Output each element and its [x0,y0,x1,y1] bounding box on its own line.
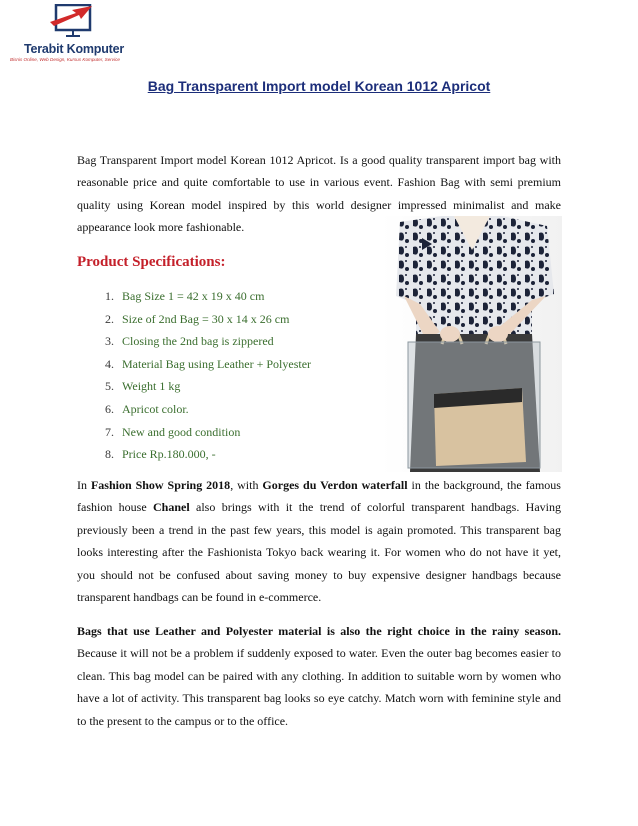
specifications-list [77,289,311,470]
material-paragraph [77,620,561,732]
logo-name: Terabit Komputer [24,42,125,56]
list-item-text: Size of 2nd Bag = 30 x 14 x 26 cm [122,311,290,326]
list-item-text: Apricot color. [122,401,189,416]
list-number: 3. [105,334,114,349]
list-item [77,312,311,335]
list-number: 5. [105,379,114,394]
material-rest-text: Because it will not be a problem if suddenly exposed to water. Even the outer bag becomes easier to clean. This bag model can be paired with any clothing. In addition to suitable worn by women who have a lot of activity. This transparent bag looks so eye catchy. Match worn with feminine style and to the present to the campus or to the office. [77,646,561,728]
list-number: 4. [105,356,114,371]
list-item [77,357,311,380]
list-item-text: Weight 1 kg [122,379,181,394]
fashion-show-bold: Fashion Show Spring 2018 [90,478,231,492]
list-number: 1. [105,289,114,303]
list-item [77,402,311,425]
para2-text-2: , with [230,478,263,492]
intro-paragraph: Bag Transparent Import model Korean 1012 Apricot. Is a good quality transparent import bag with reasonable price and quite comfortable to use in various event. Fashion Bag with semi premium quality using Korean model inspired by this world designer impressed minimalist and make appearance look more fashionable. [77,153,561,235]
company-logo [10,4,145,68]
list-item-text: Price Rp.180.000, - [122,447,216,462]
list-number: 6. [105,401,114,416]
para2-text-4: also brings with it the trend of colorful transparent handbags. Having previously been a trend in the past few years, this model is again promoted. This transparent bag looks interesting after the Fashionista Tokyo back wearing it. For women who do not have it yet, you should not be confused about saving money to buy expensive designer handbags because transparent handbags can be found in e-commerce. [77,500,561,605]
list-item [77,334,311,357]
list-number: 8. [105,447,114,462]
document-title[interactable]: Bag Transparent Import model Korean 1012 Apricot [147,78,491,94]
list-item-text: Bag Size 1 = 42 x 19 x 40 cm [122,289,265,303]
list-item [77,425,311,448]
specifications-heading: Product Specifications: [77,254,226,270]
list-item [77,289,311,312]
list-number: 7. [105,424,114,439]
waterfall-bold: Gorges du Verdon waterfall [262,478,408,492]
list-item-text: New and good condition [122,424,241,439]
list-item [77,447,311,470]
chanel-bold: Chanel [153,500,190,515]
material-lead-bold: Bags that use Leather and Polyester material is also the right choice in the rainy season. [77,624,561,638]
monitor-logo-icon [46,4,106,40]
list-number: 2. [105,311,114,326]
list-item-text: Material Bag using Leather + Polyester [122,356,312,371]
para2-text-3: in the background, the famous fashion house [77,478,561,515]
fashion-show-paragraph [77,474,561,608]
product-photo-woman-with-transparent-bag [382,216,562,472]
para2-text-1: In [77,478,91,492]
list-item [77,379,311,402]
list-item-text: Closing the 2nd bag is zippered [122,334,274,349]
logo-tagline: Bisnis Online, Web Design, Kursus Komputer, Service [10,57,120,62]
